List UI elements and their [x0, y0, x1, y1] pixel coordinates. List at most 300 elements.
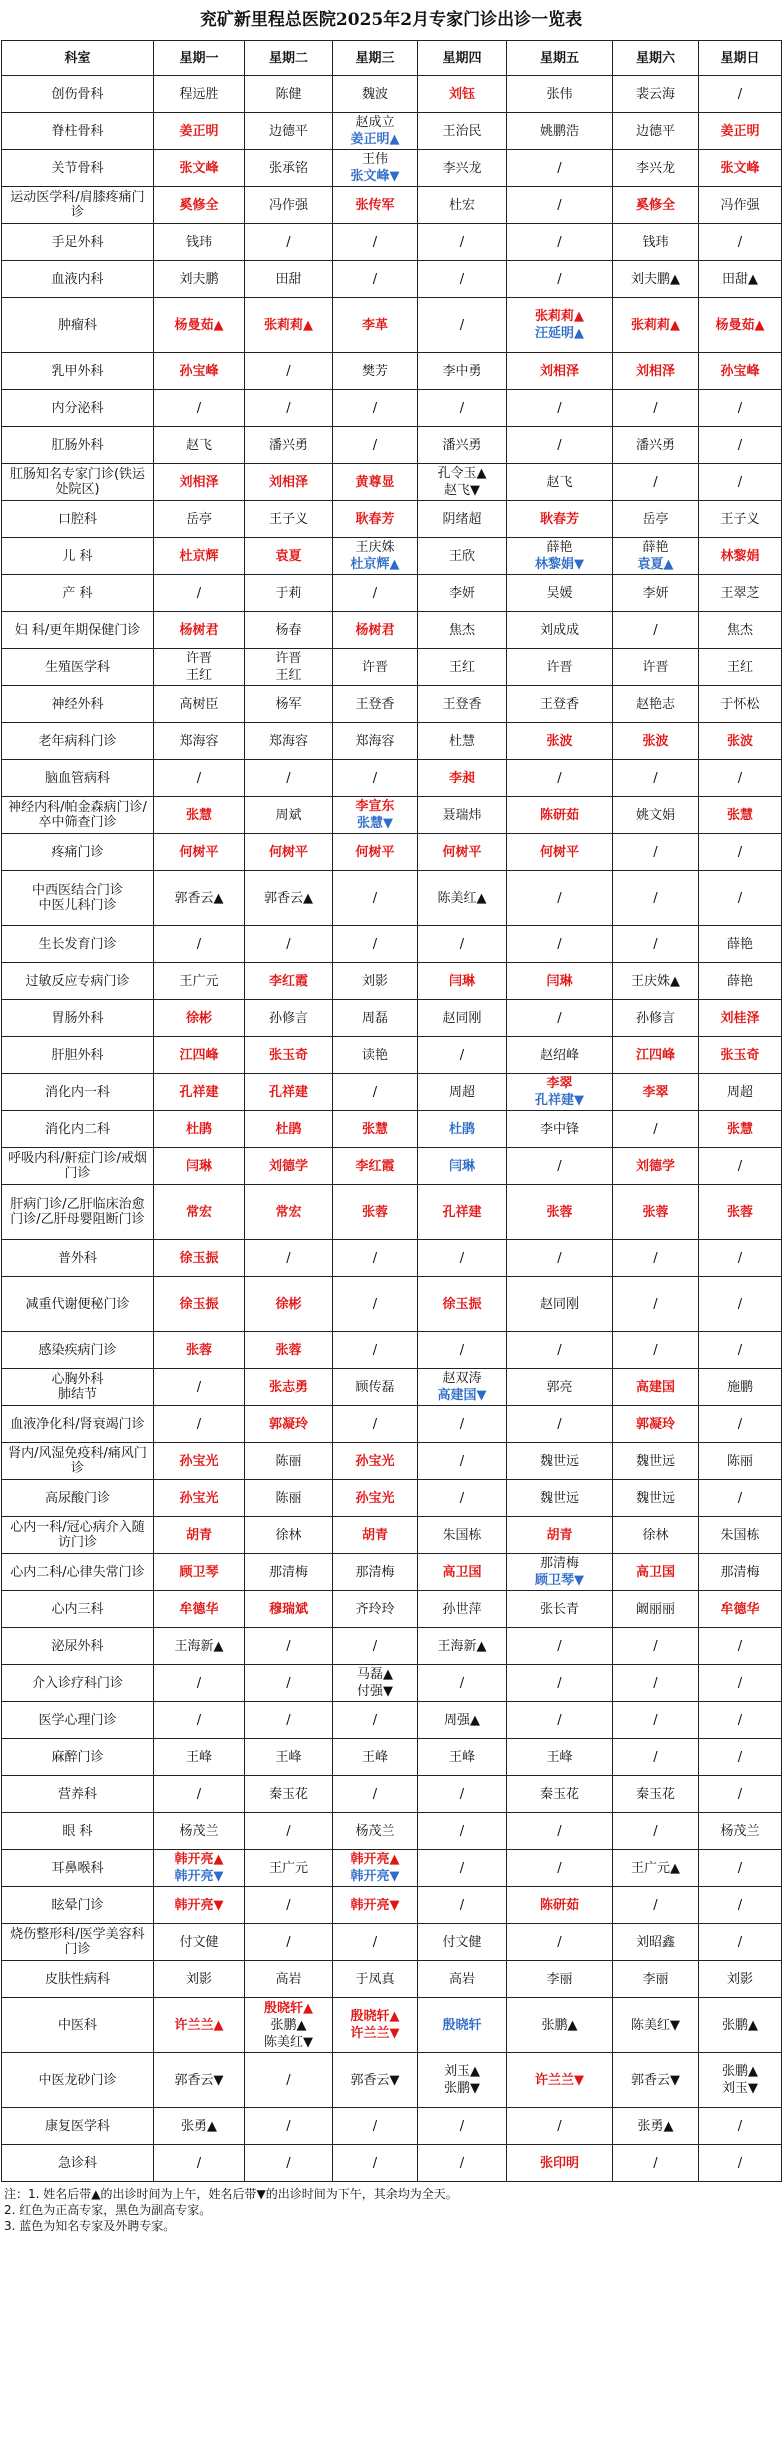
schedule-cell: [613, 1665, 699, 1702]
no-clinic-mark: /: [286, 1638, 291, 1654]
doctor-name: 杜鹃: [185, 1121, 212, 1137]
schedule-cell: [699, 1554, 782, 1591]
doctor-name: 耿春芳: [355, 511, 395, 527]
doctor-name: 刘成成: [539, 622, 579, 638]
doctor-name: 赵双涛: [442, 1371, 482, 1386]
schedule-cell: [245, 1185, 333, 1240]
table-row: [2, 1277, 782, 1332]
schedule-cell: [699, 1702, 782, 1739]
schedule-cell: [154, 538, 245, 575]
table-row: [2, 1037, 782, 1074]
doctor-name: 孙修言: [635, 1010, 675, 1026]
schedule-cell: [154, 760, 245, 797]
no-clinic-mark: /: [459, 317, 465, 333]
schedule-cell: [507, 1924, 613, 1961]
no-clinic-mark: /: [737, 1897, 743, 1913]
schedule-cell: [613, 1850, 699, 1887]
schedule-cell: [154, 612, 245, 649]
schedule-cell: [613, 2145, 699, 2182]
no-clinic-mark: /: [653, 1897, 658, 1913]
schedule-cell: [507, 538, 613, 575]
schedule-cell: [154, 113, 245, 150]
dept-cell: [2, 1776, 154, 1813]
no-clinic-mark: /: [286, 1934, 291, 1950]
doctor-name: 张鹏▲: [541, 2017, 578, 2033]
schedule-cell: [154, 150, 245, 187]
schedule-cell: [333, 1665, 418, 1702]
schedule-cell: [507, 187, 613, 224]
schedule-cell: [245, 1776, 333, 1813]
schedule-cell: [154, 963, 245, 1000]
doctor-name: 刘相泽: [179, 474, 219, 490]
schedule-cell: [418, 1000, 507, 1037]
doctor-name: 闫琳: [185, 1158, 212, 1174]
schedule-cell: [699, 649, 782, 686]
no-clinic-mark: /: [459, 1860, 465, 1876]
schedule-cell: [613, 723, 699, 760]
schedule-cell: [154, 1074, 245, 1111]
dept-label: 肛肠知名专家门诊(铁运处院区): [9, 467, 146, 497]
doctor-name: 薛艳: [546, 540, 573, 555]
dept-label: 皮肤性病科: [44, 1971, 110, 1987]
schedule-cell: [418, 686, 507, 723]
table-row: [2, 2108, 782, 2145]
schedule-cell: [333, 1185, 418, 1240]
schedule-cell: [245, 1665, 333, 1702]
dept-cell: [2, 1850, 154, 1887]
no-clinic-mark: /: [372, 1638, 378, 1654]
doctor-name: 樊芳: [361, 363, 388, 379]
schedule-cell: [245, 723, 333, 760]
dept-label: 心内二科/心律失常门诊: [10, 1564, 145, 1580]
schedule-cell: [418, 1776, 507, 1813]
schedule-cell: [245, 760, 333, 797]
no-clinic-mark: /: [737, 1712, 743, 1728]
header-dept: 科室: [2, 41, 154, 76]
doctor-name: 姚鹏浩: [539, 123, 579, 139]
table-row: [2, 76, 782, 113]
no-clinic-mark: /: [372, 1934, 378, 1950]
doctor-name: 陈美红▲: [437, 890, 487, 906]
no-clinic-mark: /: [286, 770, 291, 786]
schedule-cell: [613, 1332, 699, 1369]
table-row: [2, 1185, 782, 1240]
schedule-cell: [154, 797, 245, 834]
schedule-cell: [418, 1148, 507, 1185]
no-clinic-mark: /: [372, 890, 378, 906]
schedule-cell: [333, 797, 418, 834]
dept-label: 营养科: [57, 1786, 97, 1802]
doctor-name: 付文健: [442, 1934, 482, 1950]
schedule-cell: [245, 1517, 333, 1554]
no-clinic-mark: /: [459, 1047, 465, 1063]
schedule-cell: [699, 390, 782, 427]
doctor-name: 边德平: [635, 123, 675, 139]
dept-cell: [2, 1000, 154, 1037]
schedule-cell: [154, 390, 245, 427]
schedule-cell: [418, 1887, 507, 1924]
header-monday: 星期一: [154, 41, 245, 76]
schedule-cell: [507, 575, 613, 612]
doctor-name: 李丽: [546, 1971, 573, 1987]
schedule-cell: [418, 1665, 507, 1702]
doctor-name: 吴媛: [546, 585, 573, 601]
schedule-cell: [507, 723, 613, 760]
schedule-cell: [245, 464, 333, 501]
dept-label: 医学心理门诊: [38, 1712, 117, 1728]
schedule-cell: [333, 427, 418, 464]
table-row: [2, 1074, 782, 1111]
no-clinic-mark: /: [557, 160, 562, 176]
doctor-name: 钱玮: [642, 234, 669, 250]
schedule-cell: [418, 353, 507, 390]
no-clinic-mark: /: [557, 1675, 562, 1691]
doctor-name: 孔祥建: [179, 1084, 219, 1100]
schedule-cell: [699, 871, 782, 926]
doctor-name: 李革: [361, 317, 388, 333]
no-clinic-mark: /: [737, 1296, 743, 1312]
no-clinic-mark: /: [557, 437, 562, 453]
no-clinic-mark: /: [196, 2155, 202, 2171]
doctor-name: 田甜▲: [722, 271, 758, 287]
schedule-cell: [699, 1406, 782, 1443]
schedule-cell: [154, 2053, 245, 2108]
doctor-name: 张慧: [185, 807, 212, 823]
table-row: [2, 1111, 782, 1148]
doctor-name: 张传军: [355, 197, 395, 213]
dept-cell: [2, 1369, 154, 1406]
schedule-cell: [507, 1185, 613, 1240]
doctor-name: 聂瑞炜: [442, 807, 482, 823]
no-clinic-mark: /: [737, 1416, 743, 1432]
schedule-cell: [333, 1148, 418, 1185]
doctor-name: 杨茂兰: [720, 1823, 760, 1839]
schedule-cell: [613, 1517, 699, 1554]
dept-cell: [2, 1961, 154, 1998]
schedule-cell: [333, 1887, 418, 1924]
doctor-name: 王庆姝▲: [631, 973, 680, 989]
schedule-cell: [333, 1628, 418, 1665]
dept-label: 血液净化科/肾衰竭门诊: [10, 1416, 145, 1432]
schedule-cell: [154, 834, 245, 871]
schedule-cell: [333, 1924, 418, 1961]
doctor-name: 郭香云▼: [350, 2072, 400, 2088]
doctor-name: 于莉: [275, 585, 302, 601]
schedule-cell: [699, 150, 782, 187]
doctor-name: 王峰: [185, 1749, 212, 1765]
schedule-cell: [613, 501, 699, 538]
doctor-name: 齐玲玲: [355, 1601, 395, 1617]
table-row: [2, 612, 782, 649]
schedule-cell: [699, 1480, 782, 1517]
doctor-name: 杜鹃: [448, 1121, 475, 1137]
doctor-name: 杨树君: [355, 622, 395, 638]
schedule-cell: [333, 1776, 418, 1813]
doctor-name: 岳亭: [642, 511, 669, 527]
schedule-cell: [245, 2053, 333, 2108]
no-clinic-mark: /: [196, 1712, 202, 1728]
no-clinic-mark: /: [653, 474, 658, 490]
no-clinic-mark: /: [286, 363, 291, 379]
doctor-name: 魏世远: [635, 1490, 675, 1506]
doctor-name: 奚修全: [635, 197, 675, 213]
schedule-cell: [613, 390, 699, 427]
doctor-name: 许晋: [642, 659, 669, 675]
schedule-cell: [613, 1924, 699, 1961]
no-clinic-mark: /: [196, 585, 202, 601]
doctor-name: 刘昭鑫: [635, 1934, 675, 1950]
doctor-name: 薛艳: [726, 973, 753, 989]
dept-label: 眩晕门诊: [51, 1897, 104, 1913]
doctor-name: 李妍: [642, 585, 669, 601]
doctor-name: 施鹏: [726, 1379, 753, 1395]
dept-label: 烧伤整形科/医学美容科门诊: [10, 1927, 145, 1957]
doctor-name: 韩开亮▲: [174, 1852, 224, 1867]
dept-label: 老年病科门诊: [38, 733, 117, 749]
doctor-name: 陈研茹: [539, 1897, 579, 1913]
no-clinic-mark: /: [286, 2118, 291, 2134]
doctor-name: 穆瑞斌: [268, 1601, 308, 1617]
no-clinic-mark: /: [653, 1342, 658, 1358]
schedule-cell: [333, 187, 418, 224]
schedule-cell: [245, 1813, 333, 1850]
schedule-cell: [154, 649, 245, 686]
dept-label: 高尿酸门诊: [44, 1490, 110, 1506]
doctor-name: 李妍: [448, 585, 475, 601]
doctor-name: 耿春芳: [539, 511, 579, 527]
schedule-cell: [333, 224, 418, 261]
schedule-cell: [333, 464, 418, 501]
dept-label: 血液内科: [51, 271, 104, 287]
doctor-name: 陈美红▼: [631, 2017, 680, 2033]
schedule-cell: [507, 1850, 613, 1887]
note-line: 注：1. 姓名后带▲的出诊时间为上午，姓名后带▼的出诊时间为下午，其余均为全天。: [4, 2187, 458, 2201]
schedule-cell: [507, 1277, 613, 1332]
doctor-name: 杨军: [275, 696, 302, 712]
doctor-name: 孔祥建: [268, 1084, 308, 1100]
schedule-cell: [245, 1628, 333, 1665]
no-clinic-mark: /: [653, 1712, 658, 1728]
schedule-cell: [418, 834, 507, 871]
doctor-name: 郭香云▼: [631, 2072, 680, 2088]
no-clinic-mark: /: [653, 1675, 658, 1691]
no-clinic-mark: /: [196, 1416, 202, 1432]
schedule-cell: [333, 1517, 418, 1554]
table-row: [2, 113, 782, 150]
no-clinic-mark: /: [653, 770, 658, 786]
schedule-cell: [613, 1074, 699, 1111]
no-clinic-mark: /: [459, 936, 465, 952]
schedule-cell: [613, 834, 699, 871]
dept-cell: [2, 1185, 154, 1240]
schedule-cell: [245, 1332, 333, 1369]
table-row: [2, 1776, 782, 1813]
schedule-cell: [613, 797, 699, 834]
schedule-cell: [613, 1813, 699, 1850]
schedule-cell: [699, 1074, 782, 1111]
doctor-name: 林黎娟: [720, 548, 760, 564]
doctor-name: 高卫国: [442, 1564, 482, 1580]
table-row: [2, 464, 782, 501]
schedule-cell: [154, 871, 245, 926]
schedule-cell: [699, 1998, 782, 2053]
schedule-cell: [699, 1240, 782, 1277]
schedule-cell: [699, 2053, 782, 2108]
table-row: [2, 1406, 782, 1443]
dept-label: 心胸外科 肺结节: [51, 1372, 104, 1402]
schedule-cell: [418, 390, 507, 427]
dept-label: 肝病门诊/乙肝临床治愈门诊/乙肝母婴阻断门诊: [10, 1197, 145, 1227]
dept-cell: [2, 464, 154, 501]
dept-label: 运动医学科/肩膝疼痛门诊: [10, 190, 145, 220]
schedule-cell: [245, 834, 333, 871]
doctor-name: 许兰兰▼: [350, 2026, 400, 2041]
dept-label: 创伤骨科: [51, 86, 104, 102]
dept-label: 脊柱骨科: [51, 123, 104, 139]
schedule-cell: [333, 150, 418, 187]
table-row: [2, 1850, 782, 1887]
schedule-cell: [154, 686, 245, 723]
dept-label: 中西医结合门诊 中医儿科门诊: [31, 883, 123, 913]
schedule-cell: [333, 686, 418, 723]
no-clinic-mark: /: [737, 1342, 743, 1358]
schedule-cell: [245, 261, 333, 298]
doctor-name: 冯作强: [268, 197, 308, 213]
doctor-name: 刘夫鹏: [179, 271, 219, 287]
doctor-name: 张鹏▼: [444, 2081, 480, 2096]
schedule-cell: [699, 1739, 782, 1776]
table-row: [2, 1148, 782, 1185]
doctor-name: 赵飞: [546, 474, 573, 490]
table-row: [2, 871, 782, 926]
schedule-cell: [613, 1887, 699, 1924]
doctor-name: 张波: [726, 733, 753, 749]
no-clinic-mark: /: [459, 2118, 465, 2134]
doctor-name: 刘影: [185, 1971, 212, 1987]
schedule-cell: [333, 390, 418, 427]
schedule-cell: [418, 871, 507, 926]
no-clinic-mark: /: [653, 1250, 658, 1266]
schedule-cell: [507, 926, 613, 963]
doctor-name: 张蓉: [726, 1204, 753, 1220]
no-clinic-mark: /: [557, 1010, 562, 1026]
doctor-name: 殷晓轩: [442, 2017, 482, 2033]
dept-cell: [2, 797, 154, 834]
dept-cell: [2, 834, 154, 871]
schedule-cell: [245, 1850, 333, 1887]
no-clinic-mark: /: [372, 1250, 378, 1266]
doctor-name: 王峰: [275, 1749, 302, 1765]
dept-cell: [2, 1277, 154, 1332]
no-clinic-mark: /: [372, 234, 378, 250]
schedule-cell: [154, 1277, 245, 1332]
doctor-name: 王峰: [546, 1749, 573, 1765]
schedule-cell: [507, 1240, 613, 1277]
no-clinic-mark: /: [653, 1749, 658, 1765]
no-clinic-mark: /: [737, 1786, 743, 1802]
doctor-name: 杜京辉▲: [350, 557, 400, 572]
schedule-cell: [507, 2108, 613, 2145]
schedule-cell: [507, 1887, 613, 1924]
schedule-cell: [613, 871, 699, 926]
schedule-cell: [699, 834, 782, 871]
schedule-cell: [418, 464, 507, 501]
schedule-cell: [507, 1369, 613, 1406]
dept-label: 肾内/风湿免疫科/痛风门诊: [8, 1446, 147, 1476]
doctor-name: 朱国栋: [442, 1527, 482, 1543]
table-row: [2, 1739, 782, 1776]
schedule-cell: [418, 1554, 507, 1591]
schedule-cell: [154, 1961, 245, 1998]
schedule-cell: [245, 797, 333, 834]
doctor-name: 郑海容: [268, 733, 308, 749]
doctor-name: 何树平: [442, 844, 482, 860]
table-row: [2, 390, 782, 427]
schedule-cell: [507, 353, 613, 390]
doctor-name: 焦杰: [726, 622, 753, 638]
dept-cell: [2, 538, 154, 575]
schedule-cell: [699, 797, 782, 834]
no-clinic-mark: /: [737, 2155, 743, 2171]
schedule-cell: [613, 1443, 699, 1480]
schedule-cell: [507, 834, 613, 871]
schedule-cell: [699, 1000, 782, 1037]
doctor-name: 那清梅: [355, 1564, 395, 1580]
dept-label: 产 科: [62, 585, 93, 601]
schedule-cell: [154, 427, 245, 464]
dept-label: 消化内一科: [44, 1084, 110, 1100]
no-clinic-mark: /: [737, 1158, 743, 1174]
schedule-cell: [699, 1887, 782, 1924]
dept-cell: [2, 1665, 154, 1702]
schedule-cell: [507, 1739, 613, 1776]
dept-label: 儿 科: [62, 548, 93, 564]
no-clinic-mark: /: [557, 1158, 562, 1174]
schedule-cell: [613, 1628, 699, 1665]
no-clinic-mark: /: [372, 1296, 378, 1312]
no-clinic-mark: /: [286, 1823, 291, 1839]
schedule-cell: [613, 1998, 699, 2053]
schedule-cell: [418, 1850, 507, 1887]
dept-label: 感染疾病门诊: [38, 1342, 117, 1358]
schedule-cell: [333, 612, 418, 649]
schedule-cell: [245, 1554, 333, 1591]
doctor-name: 郭凝玲: [635, 1416, 675, 1432]
doctor-name: 刘桂泽: [720, 1010, 760, 1026]
doctor-name: 赵成立: [355, 115, 395, 130]
doctor-name: 那清梅: [539, 1556, 579, 1571]
schedule-cell: [154, 1887, 245, 1924]
doctor-name: 于怀松: [720, 696, 760, 712]
no-clinic-mark: /: [557, 1712, 562, 1728]
schedule-cell: [154, 1148, 245, 1185]
dept-cell: [2, 1739, 154, 1776]
doctor-name: 高建国: [635, 1379, 675, 1395]
schedule-cell: [507, 1111, 613, 1148]
schedule-cell: [507, 1517, 613, 1554]
schedule-cell: [613, 1000, 699, 1037]
doctor-name: 周超: [726, 1084, 753, 1100]
schedule-cell: [699, 723, 782, 760]
dept-label: 呼吸内科/鼾症门诊/戒烟门诊: [8, 1151, 147, 1181]
no-clinic-mark: /: [372, 1786, 378, 1802]
no-clinic-mark: /: [653, 1823, 658, 1839]
dept-label: 神经内科/帕金森病门诊/卒中筛查门诊: [8, 800, 147, 830]
doctor-name: 何树平: [179, 844, 219, 860]
schedule-cell: [613, 612, 699, 649]
doctor-name: 周斌: [275, 807, 302, 823]
schedule-cell: [613, 1554, 699, 1591]
